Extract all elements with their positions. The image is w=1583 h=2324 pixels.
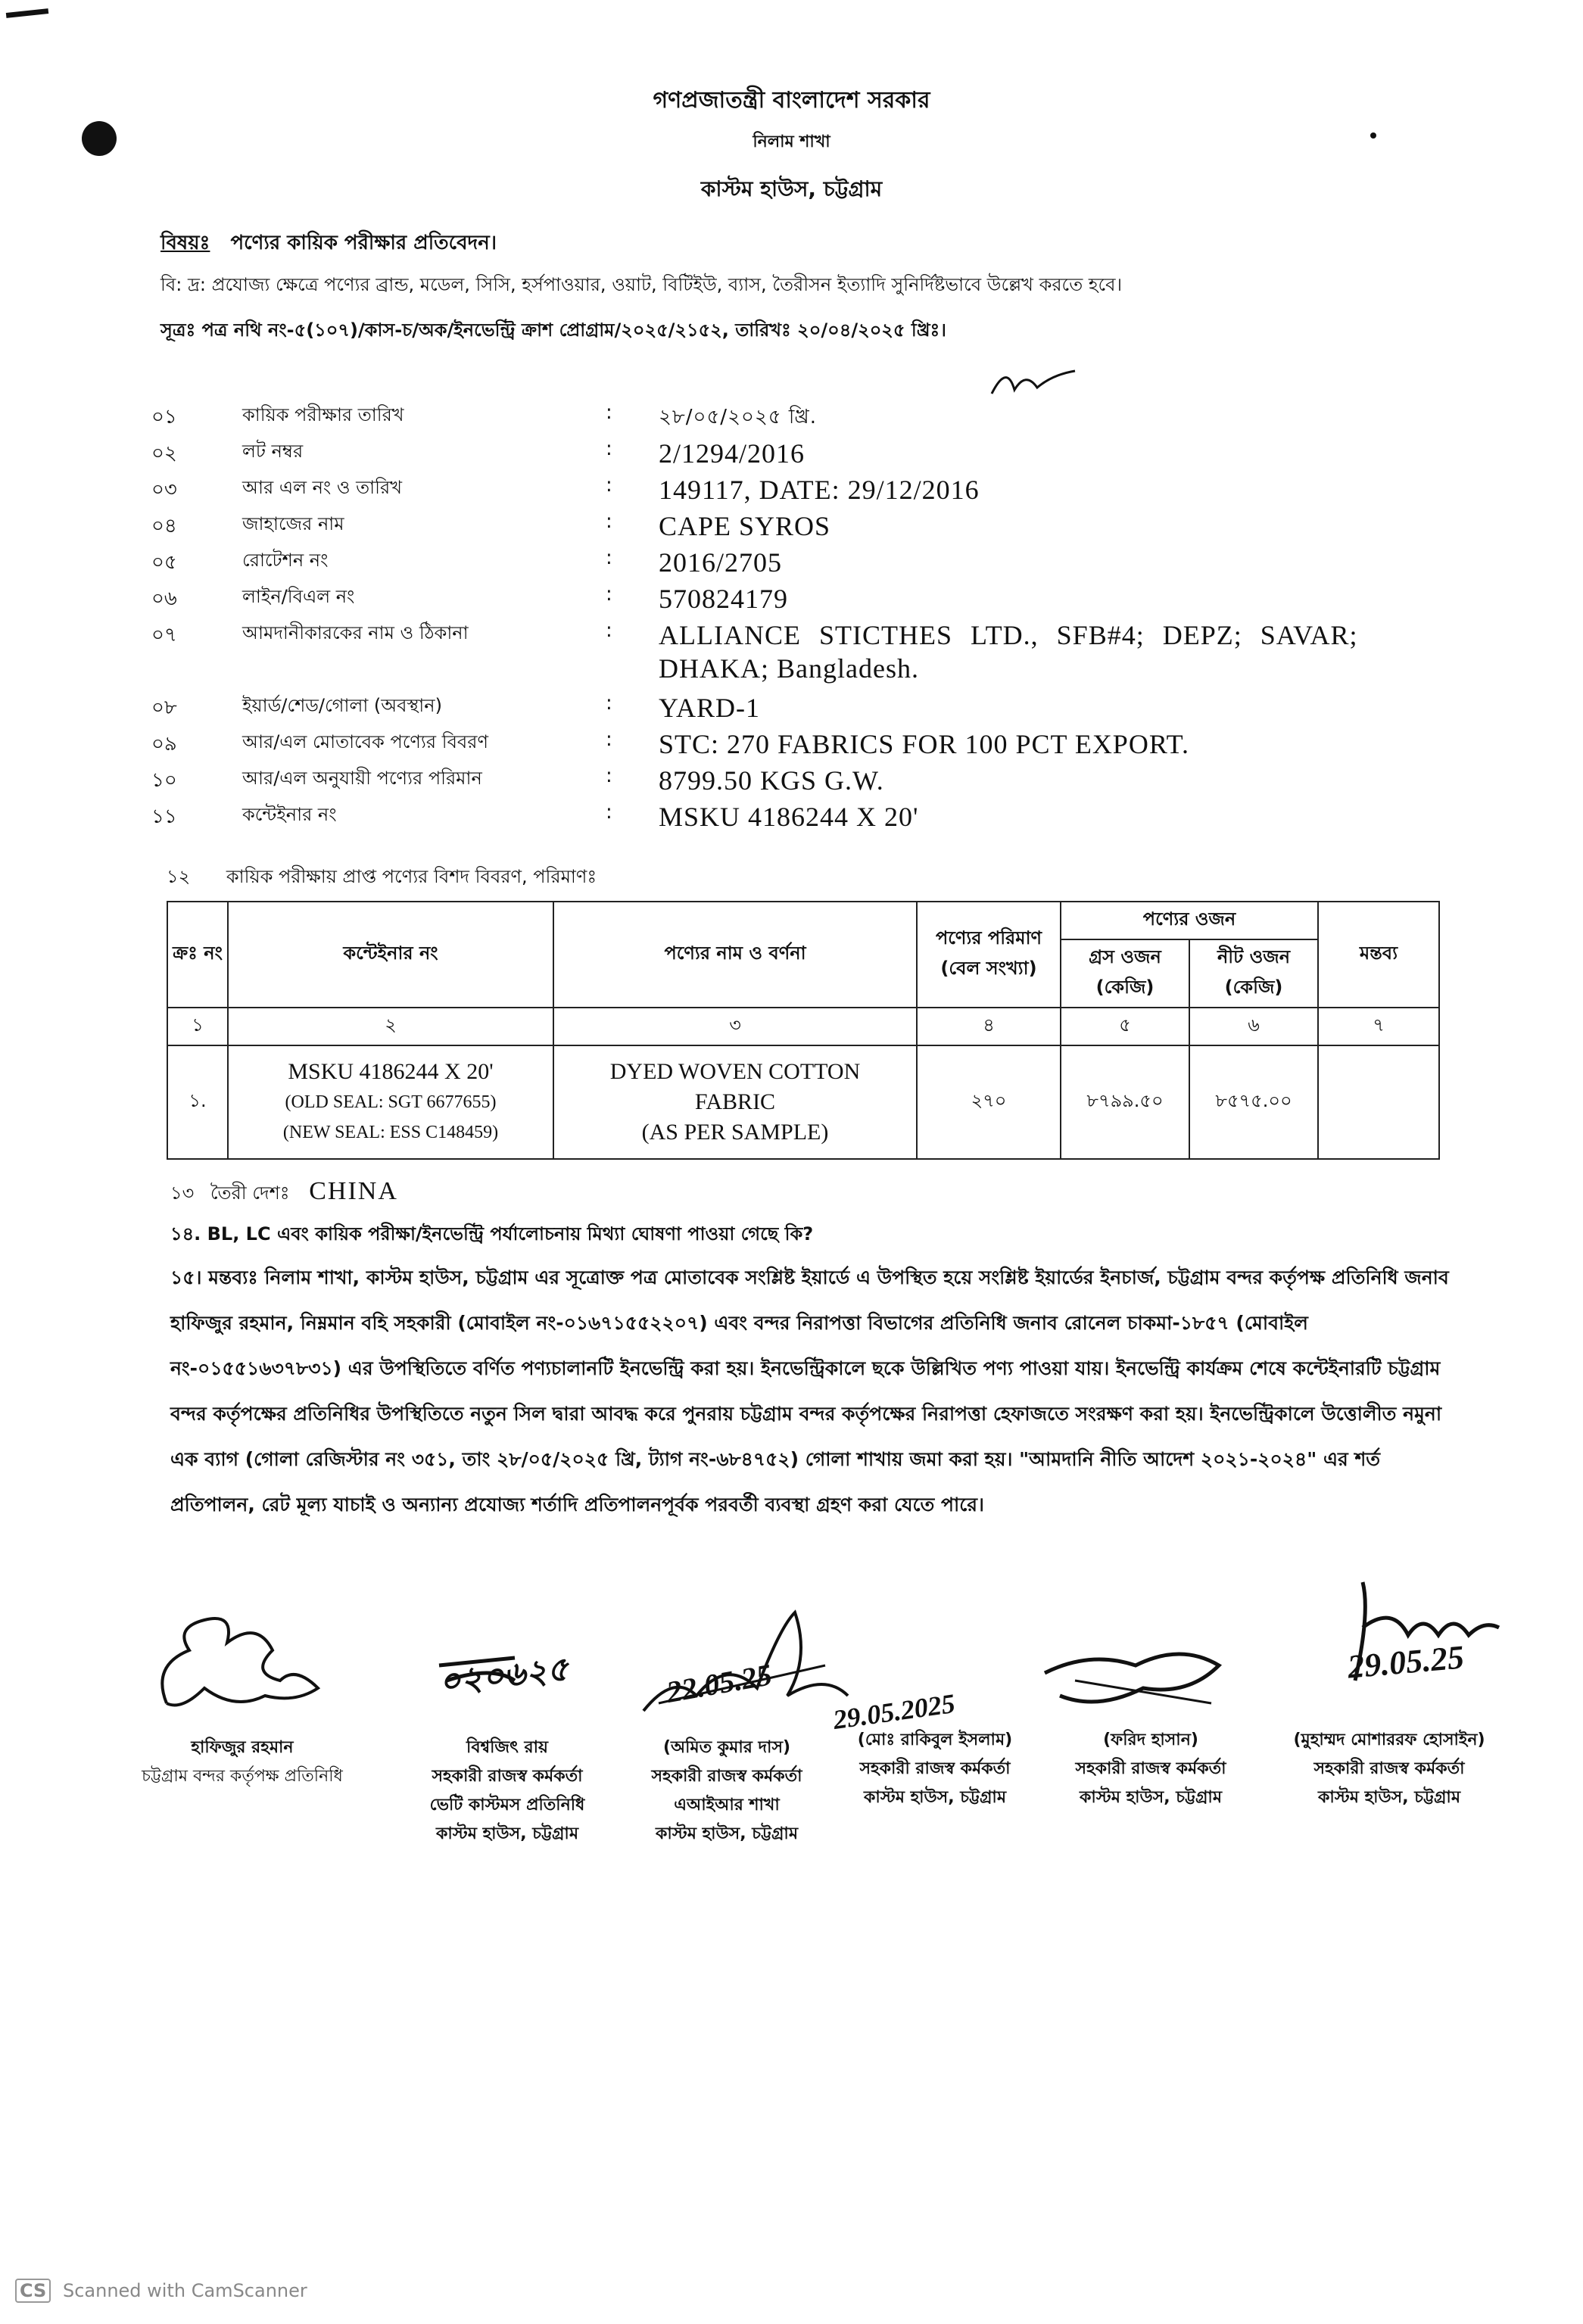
signatory-name: বিশ্বজিৎ রায় — [466, 1738, 548, 1757]
col-header-quantity: পণ্যের পরিমাণ (বেল সংখ্যা) — [917, 902, 1061, 1008]
item-15-remarks: ১৫। মন্তব্যঃ নিলাম শাখা, কাস্টম হাউস, চট্টগ্রাম এর সূত্রোক্ত পত্র মোতাবেক সংশ্লিষ্ট ইয়ার্ডে এ উপস্থিত হয়ে সংশ্লিষ্ট ইয়ার্ডের ইনচার্জ, চট্টগ্রাম বন্দর কর্তৃপক্ষ প্রতিনিধি জনাব হাফিজুর রহমান, নিম্নমান বহি সহকারী (মোবাইল নং-০১৬৭১৫৫২২০৭) এবং বন্দর নিরাপত্তা বিভাগের প্রতিনিধি জনাব রোনেল চাকমা-১৮৫৭ (মোবাইল নং-০১৫৫১৬৩৭৮৩১) এর উপস্থিতিতে বর্ণিত পণ্যচালানটি ইনভেন্ট্রি করা হয়। ইনভেন্ট্রিকালে ছকে উল্লিখিত পণ্য পাওয়া যায়। ইনভেন্ট্রি কার্যক্রম শেষে কন্টেইনারটি চট্টগ্রাম বন্দর কর্তৃপক্ষের প্রতিনিধির উপস্থিতিতে নতুন সিল দ্বারা আবদ্ধ করে পুনরায় চট্টগ্রাম বন্দর কর্তৃপক্ষের নিরাপত্তা হেফাজতে সংরক্ষণ করা হয়। ইনভেন্ট্রিকালে উত্তোলীত নমুনা এক ব্যাগ (গোলা রেজিস্টার নং ৩৫১, তাং ২৮/০৫/২০২৫ খ্রি, ট্যাগ নং-৬৮৪৭৫২) গোলা শাখায় জমা করা হয়। "আমদানি নীতি আদেশ ২০২১-২০২৪" এর শর্ত প্রতিপালন, রেট মূল্য যাচাই ও অন্যান্য প্রযোজ্য শর্তাদি প্রতিপালনপূর্বক পরবর্তী ব্যবস্থা গ্রহণ করা যেতে পারে। — [170, 1266, 1449, 1516]
signatory-name: হাফিজুর রহমান — [191, 1738, 294, 1757]
subject-text: পণ্যের কায়িক পরীক্ষার প্রতিবেদন। — [230, 232, 497, 254]
field-no: ০৫ — [151, 551, 177, 574]
field-no: ০৯ — [151, 733, 177, 755]
cell-sl: ১. — [167, 1045, 228, 1159]
field-no: ১১ — [151, 805, 177, 828]
field-label: রোটেশন নং — [242, 550, 329, 571]
note-line: বি: দ্র: প্রযোজ্য ক্ষেত্রে পণ্যের ব্রান্ড, মডেল, সিসি, হর্সপাওয়ার, ওয়াট, বিটিইউ, ব্যাস, তৈরীসন ইত্যাদি সুনির্দিষ্টভাবে উল্লেখ করতে হবে। — [160, 274, 1123, 295]
field-no: ০৮ — [151, 696, 177, 719]
field-row-07 — [151, 619, 1438, 692]
item-14: ১৪. BL, LC এবং কায়িক পরীক্ষা/ইনভেন্ট্রি পর্যালোচনায় মিথ্যা ঘোষণা পাওয়া গেছে কি? — [170, 1223, 814, 1245]
field-row-10 — [151, 765, 1438, 802]
container-number: MSKU 4186244 X 20' — [288, 1059, 494, 1084]
desc-line: FABRIC — [694, 1089, 776, 1114]
field-label: লট নম্বর — [242, 441, 304, 462]
goods-table — [167, 901, 1440, 1160]
desc-line: DYED WOVEN COTTON — [609, 1059, 861, 1084]
signatory-title: সহকারী রাজস্ব কর্মকর্তা — [432, 1767, 583, 1786]
signatory-4 — [821, 1726, 1049, 1812]
field-value: 149117, DATE: 29/12/2016 — [659, 475, 980, 505]
table-row — [167, 1045, 1439, 1159]
field-colon: : — [606, 619, 612, 642]
field-colon: : — [606, 438, 612, 460]
field-colon: : — [606, 401, 612, 424]
field-value: 570824179 — [659, 584, 788, 614]
signatory-1 — [98, 1734, 386, 1791]
col-header-remarks: মন্তব্য — [1318, 902, 1439, 1008]
signature-scribble-1 — [144, 1597, 341, 1726]
table-index-row — [167, 1008, 1439, 1045]
field-value: MSKU 4186244 X 20' — [659, 802, 919, 832]
cell-gross: ৮৭৯৯.৫০ — [1061, 1045, 1189, 1159]
field-row-01 — [151, 401, 1438, 439]
scanner-watermark — [15, 2279, 307, 2303]
field-row-08 — [151, 692, 1438, 730]
signatory-name: (মুহাম্মদ মোশাররফ হোসাইন) — [1293, 1731, 1485, 1749]
signature-scribble-3 — [628, 1582, 855, 1726]
camscanner-logo: CS — [15, 2279, 51, 2303]
index-cell: ২ — [228, 1008, 553, 1045]
signatory-title: সহকারী রাজস্ব কর্মকর্তা — [1075, 1759, 1226, 1778]
department-title: নিলাম শাখা — [753, 132, 830, 151]
field-colon: : — [606, 474, 612, 497]
field-value: STC: 270 FABRICS FOR 100 PCT EXPORT. — [659, 729, 1189, 759]
office-title: কাস্টম হাউস, চট্টগ্রাম — [700, 176, 883, 201]
signatory-name: (অমিত কুমার দাস) — [662, 1738, 791, 1757]
cell-description — [553, 1045, 917, 1159]
field-colon: : — [606, 765, 612, 787]
camscanner-text: Scanned with CamScanner — [62, 2280, 307, 2301]
signature-date-6: 29.05.25 — [1346, 1638, 1466, 1686]
signatory-title: সহকারী রাজস্ব কর্মকর্তা — [1313, 1759, 1465, 1778]
field-row-09 — [151, 728, 1438, 766]
field-label: আর এল নং ও তারিখ — [242, 477, 402, 498]
signatory-office: ভেটি কাস্টমস প্রতিনিধি — [429, 1796, 585, 1815]
index-cell: ৪ — [917, 1008, 1061, 1045]
field-row-06 — [151, 583, 1438, 621]
signatory-6 — [1249, 1726, 1529, 1812]
field-colon: : — [606, 510, 612, 533]
field-label: কায়িক পরীক্ষার তারিখ — [242, 404, 404, 425]
field-label: ইয়ার্ড/শেড/গোলা (অবস্থান) — [242, 695, 442, 716]
field-value: 2/1294/2016 — [659, 438, 806, 469]
subject-label: বিষয়ঃ — [160, 232, 210, 254]
col-header-sl: ক্রঃ নং — [167, 902, 228, 1008]
old-seal: (OLD SEAL: SGT 6677655) — [285, 1092, 497, 1112]
field-label: কন্টেইনার নং — [242, 804, 337, 825]
field-label: লাইন/বিএল নং — [242, 586, 355, 607]
field-no: ০১ — [151, 406, 177, 428]
item-12-no: ১২ — [167, 866, 191, 887]
item-13-label: তৈরী দেশঃ — [210, 1182, 290, 1204]
signatory-5 — [1037, 1726, 1264, 1812]
field-no: ০২ — [151, 442, 177, 465]
field-label: আমদানীকারকের নাম ও ঠিকানা — [242, 622, 469, 643]
col-header-weight: পণ্যের ওজন — [1061, 902, 1318, 939]
signatory-office: কাস্টম হাউস, চট্টগ্রাম — [1079, 1788, 1223, 1807]
field-label: আর/এল মোতাবেক পণ্যের বিবরণ — [242, 731, 488, 752]
field-value: YARD-1 — [659, 693, 761, 723]
desc-line: (AS PER SAMPLE) — [641, 1120, 829, 1145]
field-no: ০৬ — [151, 587, 177, 610]
col-header-gross: গ্রস ওজন (কেজি) — [1061, 939, 1189, 1008]
new-seal: (NEW SEAL: ESS C148459) — [282, 1123, 499, 1142]
field-value: 8799.50 KGS G.W. — [659, 765, 884, 796]
government-title: গণপ্রজাতন্ত্রী বাংলাদেশ সরকার — [653, 87, 930, 114]
item-13-no: ১৩ — [170, 1182, 195, 1204]
col-header-description: পণ্যের নাম ও বর্ণনা — [553, 902, 917, 1008]
field-label: জাহাজের নাম — [242, 513, 344, 534]
field-colon: : — [606, 728, 612, 751]
field-row-02 — [151, 438, 1438, 475]
field-colon: : — [606, 801, 612, 824]
field-no: ০৪ — [151, 515, 177, 537]
signature-date-2: ০২০৬২৫ — [437, 1650, 571, 1701]
cell-container — [228, 1045, 553, 1159]
field-value: 2016/2705 — [659, 547, 783, 578]
reference-line: সূত্রঃ পত্র নথি নং-৫(১০৭)/কাস-চ/অক/ইনভেন্ট্রি ক্রাশ প্রোগ্রাম/২০২৫/২১৫২, তারিখঃ ২০/০৪/২০২৫ খ্রিঃ। — [160, 319, 946, 341]
field-row-11 — [151, 801, 1438, 839]
signature-scribble-5 — [1030, 1635, 1242, 1726]
index-cell: ৩ — [553, 1008, 917, 1045]
col-header-net: নীট ওজন (কেজি) — [1189, 939, 1318, 1008]
item-12 — [167, 863, 597, 893]
field-colon: : — [606, 692, 612, 715]
field-value: ২৮/০৫/২০২৫ খ্রি. — [659, 406, 817, 428]
field-value: CAPE SYROS — [659, 511, 831, 541]
field-no: ০৩ — [151, 478, 177, 501]
index-cell: ৫ — [1061, 1008, 1189, 1045]
item-13 — [170, 1177, 398, 1210]
table-header-row — [167, 902, 1439, 939]
signature-date-3: 22.05.25 — [664, 1657, 774, 1709]
origin-country: CHINA — [309, 1177, 398, 1205]
item-12-text: কায়িক পরীক্ষায় প্রাপ্ত পণ্যের বিশদ বিবরণ, পরিমাণঃ — [226, 866, 597, 887]
signature-date-4: 29.05.2025 — [831, 1687, 957, 1736]
field-no: ১০ — [151, 769, 177, 792]
signatory-name: (মোঃ রাকিবুল ইসলাম) — [857, 1731, 1013, 1749]
field-row-03 — [151, 474, 1438, 512]
signatory-office: কাস্টম হাউস, চট্টগ্রাম — [1317, 1788, 1461, 1807]
signatory-office: কাস্টম হাউস, চট্টগ্রাম — [435, 1824, 579, 1843]
field-no: ০৭ — [151, 624, 177, 646]
signatory-2 — [386, 1734, 628, 1849]
field-row-05 — [151, 547, 1438, 584]
index-cell: ৬ — [1189, 1008, 1318, 1045]
cell-net: ৮৫৭৫.০০ — [1189, 1045, 1318, 1159]
signatory-3 — [606, 1734, 848, 1849]
signatory-name: (ফরিদ হাসান) — [1103, 1731, 1198, 1749]
subject-line — [160, 227, 497, 260]
signatory-title: সহকারী রাজস্ব কর্মকর্তা — [859, 1759, 1011, 1778]
scan-mark-top-left — [6, 8, 48, 18]
field-value: ALLIANCE STICTHES LTD., SFB#4; DEPZ; SAVAR; — [659, 620, 1358, 650]
col-header-container: কন্টেইনার নং — [228, 902, 553, 1008]
field-colon: : — [606, 583, 612, 606]
signatory-title: চট্টগ্রাম বন্দর কর্তৃপক্ষ প্রতিনিধি — [142, 1767, 343, 1786]
field-label: আর/এল অনুযায়ী পণ্যের পরিমান — [242, 768, 482, 789]
index-cell: ৭ — [1318, 1008, 1439, 1045]
signatory-office: কাস্টম হাউস, চট্টগ্রাম — [863, 1788, 1007, 1807]
field-colon: : — [606, 547, 612, 569]
signatory-office: এআইআর শাখা — [674, 1796, 780, 1815]
field-row-04 — [151, 510, 1438, 548]
signatory-title: সহকারী রাজস্ব কর্মকর্তা — [651, 1767, 802, 1786]
cell-remarks — [1318, 1045, 1439, 1159]
cell-quantity: ২৭০ — [917, 1045, 1061, 1159]
field-value-line2: DHAKA; Bangladesh. — [659, 653, 919, 684]
signatory-office: কাস্টম হাউস, চট্টগ্রাম — [655, 1824, 799, 1843]
index-cell: ১ — [167, 1008, 228, 1045]
